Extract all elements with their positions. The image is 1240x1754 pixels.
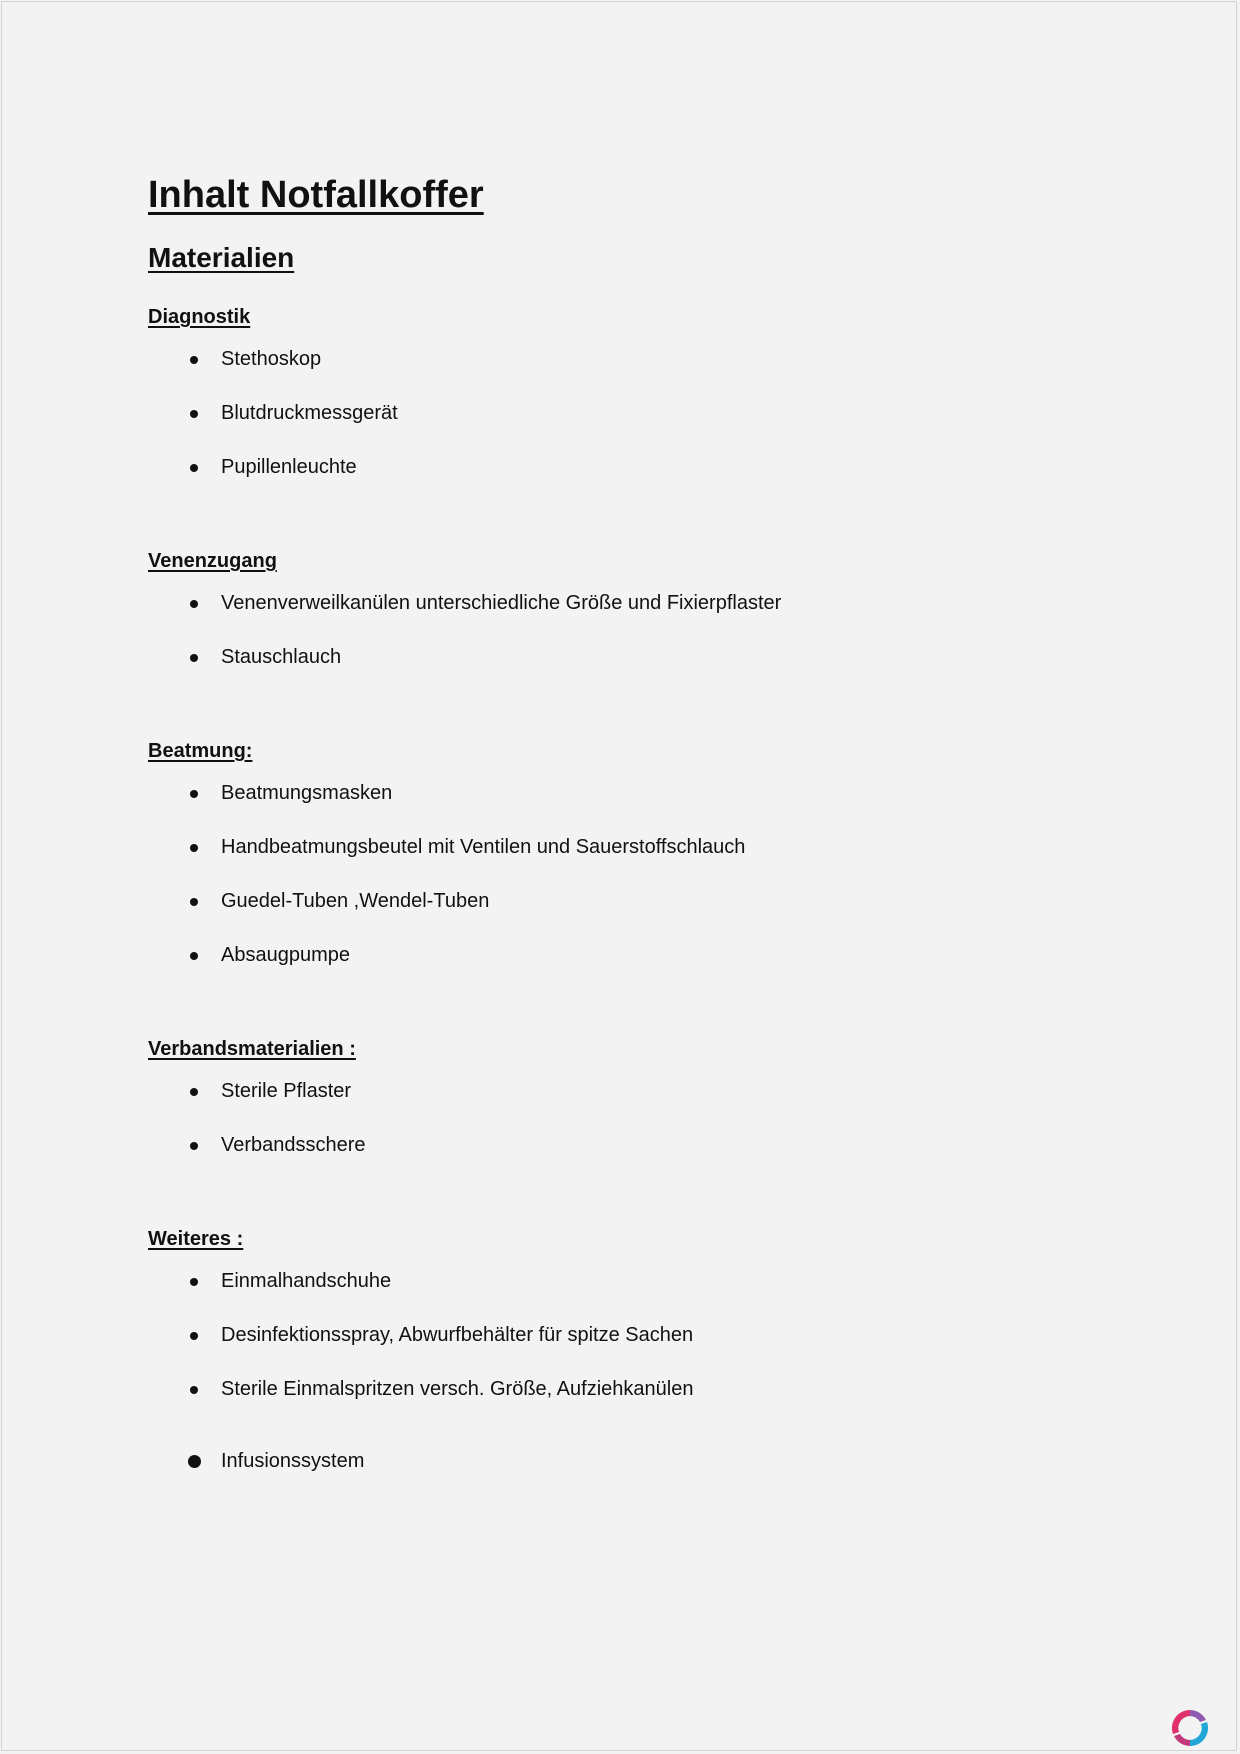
list-item	[148, 1064, 1148, 1118]
group-diagnostik	[148, 302, 1148, 494]
group-weiteres	[148, 1224, 1148, 1488]
bullet-dot-icon	[190, 844, 198, 852]
section-title-materialien: Materialien	[148, 242, 295, 273]
list-item	[148, 1434, 1148, 1488]
circular-arrows-logo-icon	[1168, 1706, 1212, 1750]
bullet-dot-icon	[190, 1142, 198, 1150]
bullet-dot-icon	[190, 410, 198, 418]
group-venenzugang	[148, 546, 1148, 684]
list-item	[148, 874, 1148, 928]
bullet-dot-icon	[190, 464, 198, 472]
bullet-dot-icon	[188, 1455, 201, 1468]
group-heading: Diagnostik	[148, 306, 251, 328]
list-item-text: Venenverweilkanülen unterschiedliche Größe und Fixierpflaster	[221, 592, 782, 614]
bullet-dot-icon	[190, 898, 198, 906]
document-title: Inhalt Notfallkoffer	[148, 174, 484, 216]
list-item-text: Einmalhandschuhe	[221, 1270, 392, 1292]
list-item-text: Blutdruckmessgerät	[221, 402, 398, 424]
bullet-dot-icon	[190, 600, 198, 608]
list-item-text: Beatmungsmasken	[221, 782, 393, 804]
list-item	[148, 1254, 1148, 1308]
list-item-text: Handbeatmungsbeutel mit Ventilen und Sauerstoffschlauch	[221, 836, 746, 858]
list-item	[148, 820, 1148, 874]
group-verbandsmaterialien	[148, 1034, 1148, 1172]
bullet-dot-icon	[190, 1332, 198, 1340]
item-list	[148, 332, 1148, 494]
bullet-dot-icon	[190, 1088, 198, 1096]
item-list	[148, 1254, 1148, 1488]
list-item-text: Pupillenleuchte	[221, 456, 357, 478]
list-item	[148, 386, 1148, 440]
list-item-text: Sterile Pflaster	[221, 1080, 352, 1102]
document-body	[148, 168, 1148, 1488]
bullet-dot-icon	[190, 654, 198, 662]
list-item	[148, 332, 1148, 386]
bullet-dot-icon	[190, 1278, 198, 1286]
group-beatmung	[148, 736, 1148, 982]
list-item	[148, 1308, 1148, 1362]
group-heading: Weiteres :	[148, 1228, 244, 1250]
list-item	[148, 1118, 1148, 1172]
list-item-text: Desinfektionsspray, Abwurfbehälter für spitze Sachen	[221, 1324, 694, 1346]
list-item	[148, 440, 1148, 494]
bullet-dot-icon	[190, 952, 198, 960]
item-list	[148, 766, 1148, 982]
list-item-text: Verbandsschere	[221, 1134, 366, 1156]
bullet-dot-icon	[190, 790, 198, 798]
group-heading: Venenzugang	[148, 550, 277, 572]
group-heading: Verbandsmaterialien :	[148, 1038, 356, 1060]
list-item	[148, 928, 1148, 982]
list-item	[148, 1362, 1148, 1416]
list-item-text: Sterile Einmalspritzen versch. Größe, Aufziehkanülen	[221, 1378, 694, 1400]
item-list	[148, 576, 1148, 684]
list-item	[148, 766, 1148, 820]
group-heading: Beatmung:	[148, 740, 253, 762]
list-item-text: Absaugpumpe	[221, 944, 350, 966]
list-item-text: Guedel-Tuben ,Wendel-Tuben	[221, 890, 490, 912]
list-item	[148, 576, 1148, 630]
bullet-dot-icon	[190, 356, 198, 364]
list-item-text: Stethoskop	[221, 348, 322, 370]
bullet-dot-icon	[190, 1386, 198, 1394]
list-item-text: Stauschlauch	[221, 646, 342, 668]
list-item-text: Infusionssystem	[221, 1450, 365, 1472]
item-list	[148, 1064, 1148, 1172]
list-item	[148, 630, 1148, 684]
